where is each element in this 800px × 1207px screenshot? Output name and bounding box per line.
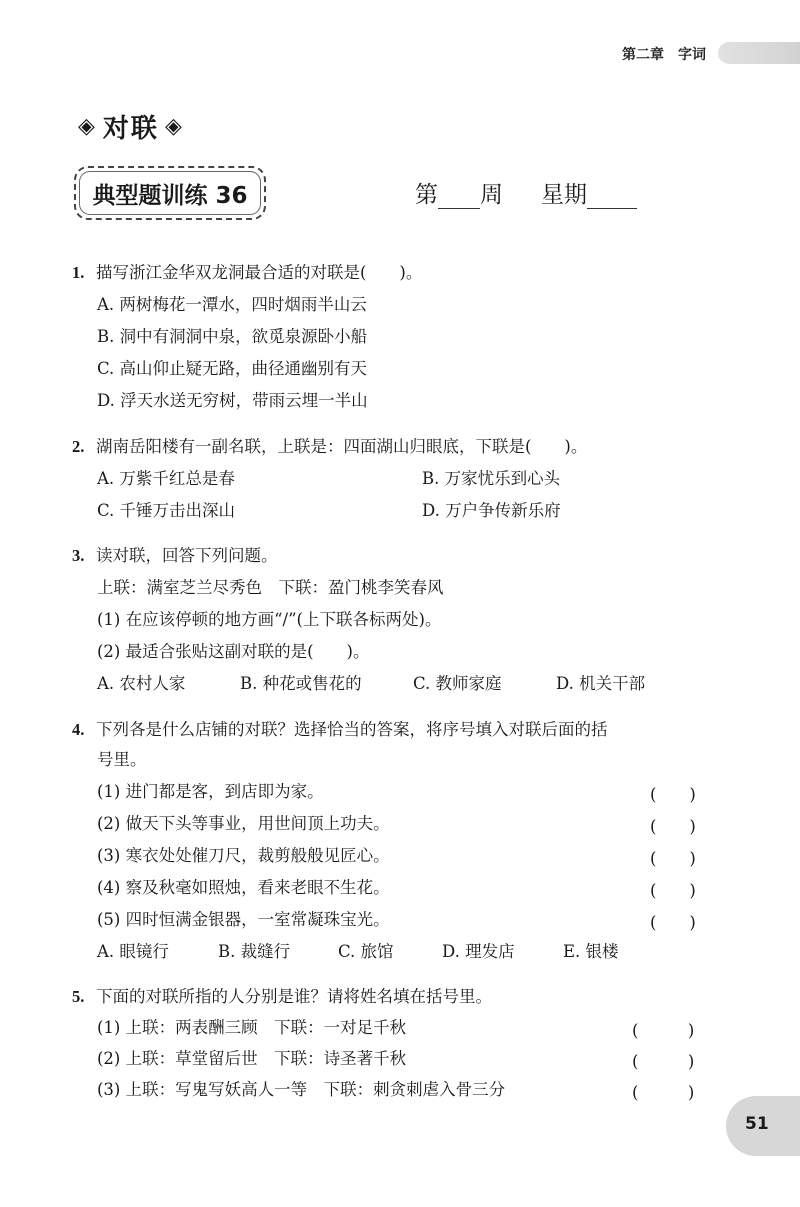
q4-sub-1: (1) 进门都是客，到店即为家。 (97, 782, 324, 801)
q4-option-a: A. 眼镜行 (97, 942, 169, 961)
q2-option-b: B. 万家忧乐到心头 (422, 469, 561, 488)
page-number: 51 (745, 1114, 769, 1134)
header-tab-decoration (718, 42, 800, 64)
q4-option-b: B. 裁缝行 (218, 942, 291, 961)
q3-couplet: 上联：满室芝兰尽秀色 下联：盈门桃李笑春风 (97, 578, 444, 597)
q1-option-b: B. 洞中有洞洞中泉，欲觅泉源卧小船 (97, 327, 368, 346)
q4-sub-4: (4) 察及秋毫如照烛，看来老眼不生花。 (97, 878, 390, 897)
section-title-text: 对联 (102, 114, 159, 144)
q4-sub-3: (3) 寒衣处处催刀尺，裁剪般般见匠心。 (97, 846, 390, 865)
question-stem: 读对联，回答下列问题。 (96, 546, 278, 565)
q3-sub-2: (2) 最适合张贴这副对联的是( )。 (97, 642, 370, 661)
question-4: 4. 下列各是什么店铺的对联？选择恰当的答案，将序号填入对联后面的括 (72, 720, 608, 739)
q5-answer-3[interactable]: ( ) (632, 1083, 695, 1102)
q5-answer-2[interactable]: ( ) (632, 1052, 695, 1071)
q2-option-a: A. 万紫千红总是春 (97, 469, 235, 488)
question-1: 1. 描写浙江金华双龙洞最合适的对联是( )。 (72, 263, 423, 282)
q3-option-a: A. 农村人家 (97, 674, 186, 693)
q1-option-c: C. 高山仰止疑无路，曲径通幽别有天 (97, 359, 368, 378)
week-prefix: 第 (415, 182, 438, 208)
q4-answer-4[interactable]: ( ) (650, 881, 696, 900)
q5-sub-2: (2) 上联：草堂留后世 下联：诗圣著千秋 (97, 1049, 407, 1068)
q5-answer-1[interactable]: ( ) (632, 1021, 695, 1040)
q5-sub-1: (1) 上联：两表酬三顾 下联：一对足千秋 (97, 1018, 407, 1037)
q1-option-d: D. 浮天水送无穷树，带雨云埋一半山 (97, 391, 368, 410)
training-label-box (74, 166, 266, 220)
question-5: 5. 下面的对联所指的人分别是谁？请将姓名填在括号里。 (72, 987, 492, 1006)
q3-sub-1: (1) 在应该停顿的地方画“/”(上下联各标两处)。 (97, 610, 442, 629)
diamond-icon: ◈ (164, 114, 184, 139)
question-stem: 描写浙江金华双龙洞最合适的对联是( )。 (96, 263, 423, 282)
q4-sub-5: (5) 四时恒满金银器，一室常凝珠宝光。 (97, 910, 390, 929)
q5-sub-3: (3) 上联：写鬼写妖高人一等 下联：刺贪刺虐入骨三分 (97, 1080, 506, 1099)
question-stem: 下面的对联所指的人分别是谁？请将姓名填在括号里。 (96, 987, 492, 1006)
q4-sub-2: (2) 做天下头等事业，用世间顶上功夫。 (97, 814, 390, 833)
q4-option-c: C. 旅馆 (338, 942, 394, 961)
q2-option-c: C. 千锤万击出深山 (97, 501, 236, 520)
chapter-header: 第二章 字词 (622, 47, 706, 63)
diamond-icon: ◈ (78, 114, 97, 139)
week-day-line (415, 176, 637, 209)
q4-option-e: E. 银楼 (563, 942, 619, 961)
question-2: 2. 湖南岳阳楼有一副名联，上联是：四面湖山归眼底，下联是( )。 (72, 437, 588, 456)
week-blank[interactable] (438, 182, 480, 209)
question-stem: 湖南岳阳楼有一副名联，上联是：四面湖山归眼底，下联是( )。 (96, 437, 588, 456)
training-label: 典型题训练 36 (92, 182, 248, 209)
question-4-stem-cont: 号里。 (97, 750, 147, 769)
q4-answer-1[interactable]: ( ) (650, 785, 696, 804)
weekday-label: 星期 (541, 182, 587, 208)
question-3: 3. 读对联，回答下列问题。 (72, 546, 278, 565)
section-title (78, 108, 184, 145)
week-label: 周 (480, 182, 503, 208)
q4-option-d: D. 理发店 (442, 942, 515, 961)
weekday-blank[interactable] (587, 182, 637, 209)
q3-option-d: D. 机关干部 (556, 674, 646, 693)
q3-option-b: B. 种花或售花的 (240, 674, 362, 693)
q4-answer-3[interactable]: ( ) (650, 849, 696, 868)
q1-option-a: A. 两树梅花一潭水，四时烟雨半山云 (97, 295, 367, 314)
q3-option-c: C. 教师家庭 (413, 674, 502, 693)
question-stem: 下列各是什么店铺的对联？选择恰当的答案，将序号填入对联后面的括 (96, 720, 608, 739)
q4-answer-2[interactable]: ( ) (650, 817, 696, 836)
q2-option-d: D. 万户争传新乐府 (422, 501, 561, 520)
q4-answer-5[interactable]: ( ) (650, 913, 696, 932)
